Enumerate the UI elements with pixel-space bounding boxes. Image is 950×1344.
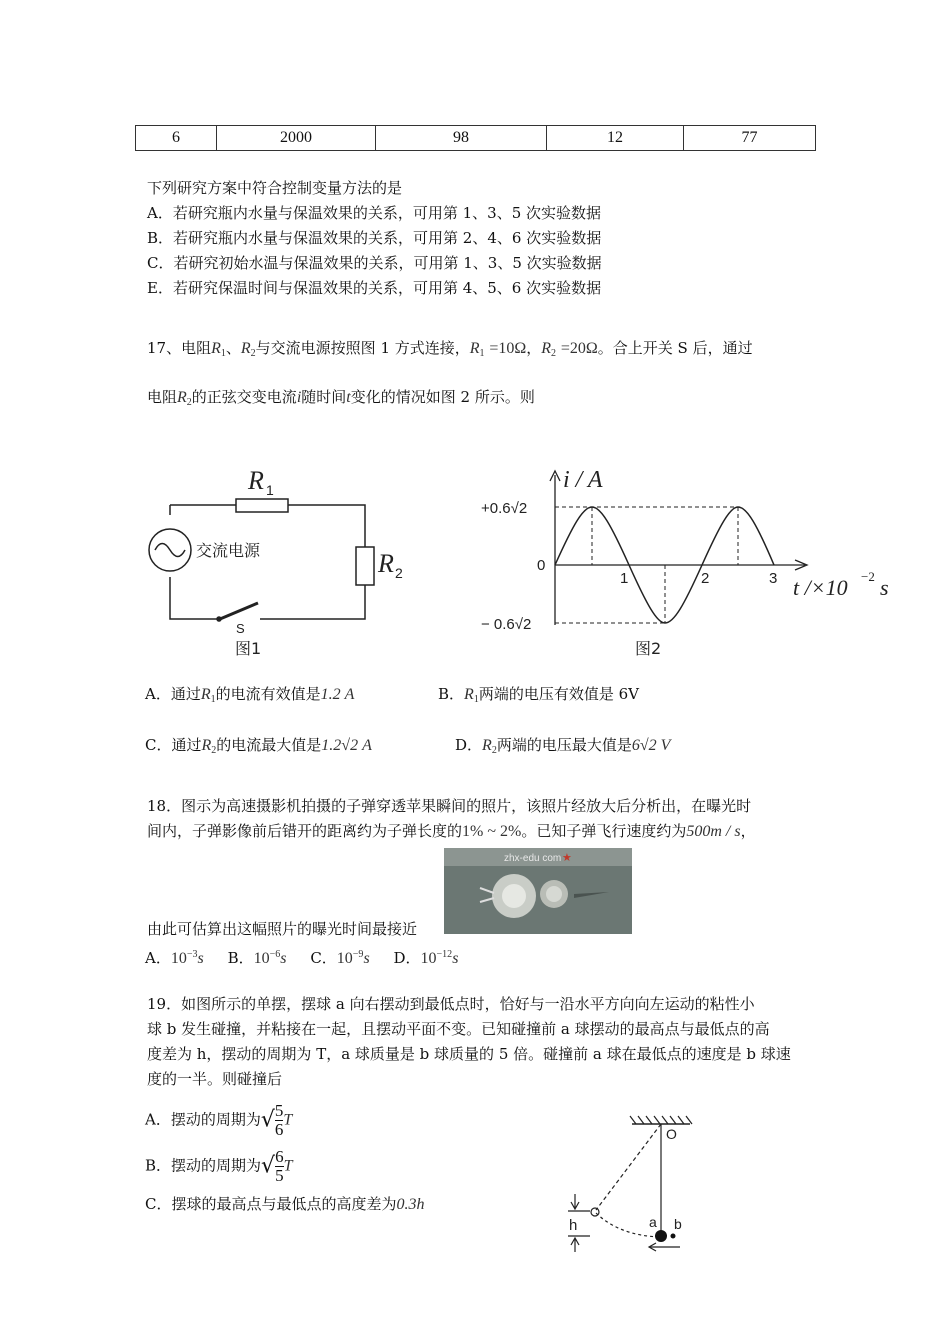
- q19-line: 19．如图所示的单摆，摆球 a 向右摆动到最低点时，恰好与一沿水平方向向左运动的粘性小: [147, 995, 755, 1013]
- svg-text:s: s: [880, 575, 889, 600]
- x-tick: 1: [620, 570, 629, 587]
- data-table: [135, 125, 816, 151]
- b-label: b: [674, 1216, 682, 1232]
- figure-1-caption: 图1: [235, 639, 262, 658]
- q17-option-d: D．$R_2$两端的电压最大值是6√2 V: [455, 736, 671, 756]
- table-cell: 12: [547, 126, 684, 151]
- source-label: 交流电源: [196, 541, 261, 560]
- table-cell: 77: [684, 126, 816, 151]
- q17-option-c: C．通过$R_2$的电流最大值是1.2√2 A: [145, 736, 372, 756]
- q16-stem: 下列研究方案中符合控制变量方法的是: [147, 179, 403, 197]
- x-axis-label: t /×10: [793, 575, 848, 600]
- q16-option-c: C．若研究初始水温与保温效果的关系，可用第 1、3、5 次实验数据: [147, 254, 602, 272]
- r2-label: R: [378, 549, 394, 578]
- ball-a: [655, 1230, 667, 1242]
- x-tick: 3: [769, 570, 778, 587]
- bullet-apple-photo: [444, 848, 632, 934]
- height-label: h: [569, 1217, 578, 1234]
- origin-label: 0: [537, 557, 546, 574]
- q19-line: 度的一半。则碰撞后: [147, 1070, 283, 1088]
- photo-watermark: zhx-edu com: [504, 853, 562, 864]
- q19-option-a: A．摆动的周期为√ $\frac{5}{6}$ T: [145, 1101, 293, 1139]
- q16-option-e: E．若研究保温时间与保温效果的关系，可用第 4、5、6 次实验数据: [147, 279, 602, 297]
- q18-options: A．$10^{-3}s$ B．$10^{-6}s$ C．$10^{-9}s$ D．$10^{-12}s$: [145, 949, 459, 967]
- figure-2-caption: 图2: [635, 639, 662, 658]
- figure-1-circuit: [140, 455, 403, 660]
- y-tick-pos: +0.6√2: [481, 500, 528, 517]
- pendulum-figure: [560, 1112, 710, 1254]
- x-tick: 2: [701, 570, 710, 587]
- q19-line: 球 b 发生碰撞，并粘接在一起，且摆动平面不变。已知碰撞前 a 球摆动的最高点与最低点的高: [147, 1020, 770, 1038]
- svg-text:−2: −2: [861, 569, 875, 584]
- q17-stem-line1: 17、电阻$R_1$、$R_2$与交流电源按照图 1 方式连接，$R_1 =10\Omega$，$R_2 =20\Omega$。合上开关 S 后，通过: [147, 339, 753, 359]
- table-row: [136, 126, 816, 151]
- q17-option-b: B．$R_1$两端的电压有效值是 6V: [438, 685, 639, 705]
- q18-line3: 由此可估算出这幅照片的曝光时间最接近: [147, 920, 418, 938]
- svg-text:2: 2: [395, 565, 403, 581]
- ball-b: [671, 1234, 676, 1239]
- star-icon: ★: [562, 851, 572, 864]
- q19-option-b: B．摆动的周期为√ $\frac{6}{5}$ T: [145, 1147, 293, 1185]
- svg-text:1: 1: [266, 482, 274, 498]
- q17-option-a: A．通过$R_1$的电流有效值是1.2 A: [145, 685, 355, 705]
- q16-option-a: A．若研究瓶内水量与保温效果的关系，可用第 1、3、5 次实验数据: [147, 204, 602, 222]
- q19-option-c: C．摆球的最高点与最低点的高度差为0.3h: [145, 1195, 425, 1213]
- figure-2-graph: [475, 455, 905, 660]
- table-cell: 6: [136, 126, 217, 151]
- q18-line2: 间内，子弹影像前后错开的距离约为子弹长度的1% ~ 2%。已知子弹飞行速度约为500m / s，: [147, 822, 756, 840]
- r1-label: R: [248, 466, 264, 495]
- pivot-label: O: [666, 1126, 677, 1142]
- switch-label: S: [236, 621, 245, 636]
- q19-line: 度差为 h，摆动的周期为 T，a 球质量是 b 球质量的 5 倍。碰撞前 a 球在最低点的速度是 b 球速: [147, 1045, 791, 1063]
- table-cell: 98: [376, 126, 547, 151]
- y-tick-neg: − 0.6√2: [481, 616, 532, 633]
- q18-line1: 18．图示为高速摄影机拍摄的子弹穿透苹果瞬间的照片，该照片经放大后分析出，在曝光时: [147, 797, 752, 815]
- q16-option-b: B．若研究瓶内水量与保温效果的关系，可用第 2、4、6 次实验数据: [147, 229, 602, 247]
- table-cell: 2000: [217, 126, 376, 151]
- q17-stem-line2: 电阻$R_2$的正弦交变电流i随时间t变化的情况如图 2 所示。则: [147, 388, 535, 408]
- a-label: a: [649, 1214, 657, 1230]
- y-axis-label: i / A: [563, 467, 603, 493]
- photo-illustration: [444, 848, 632, 934]
